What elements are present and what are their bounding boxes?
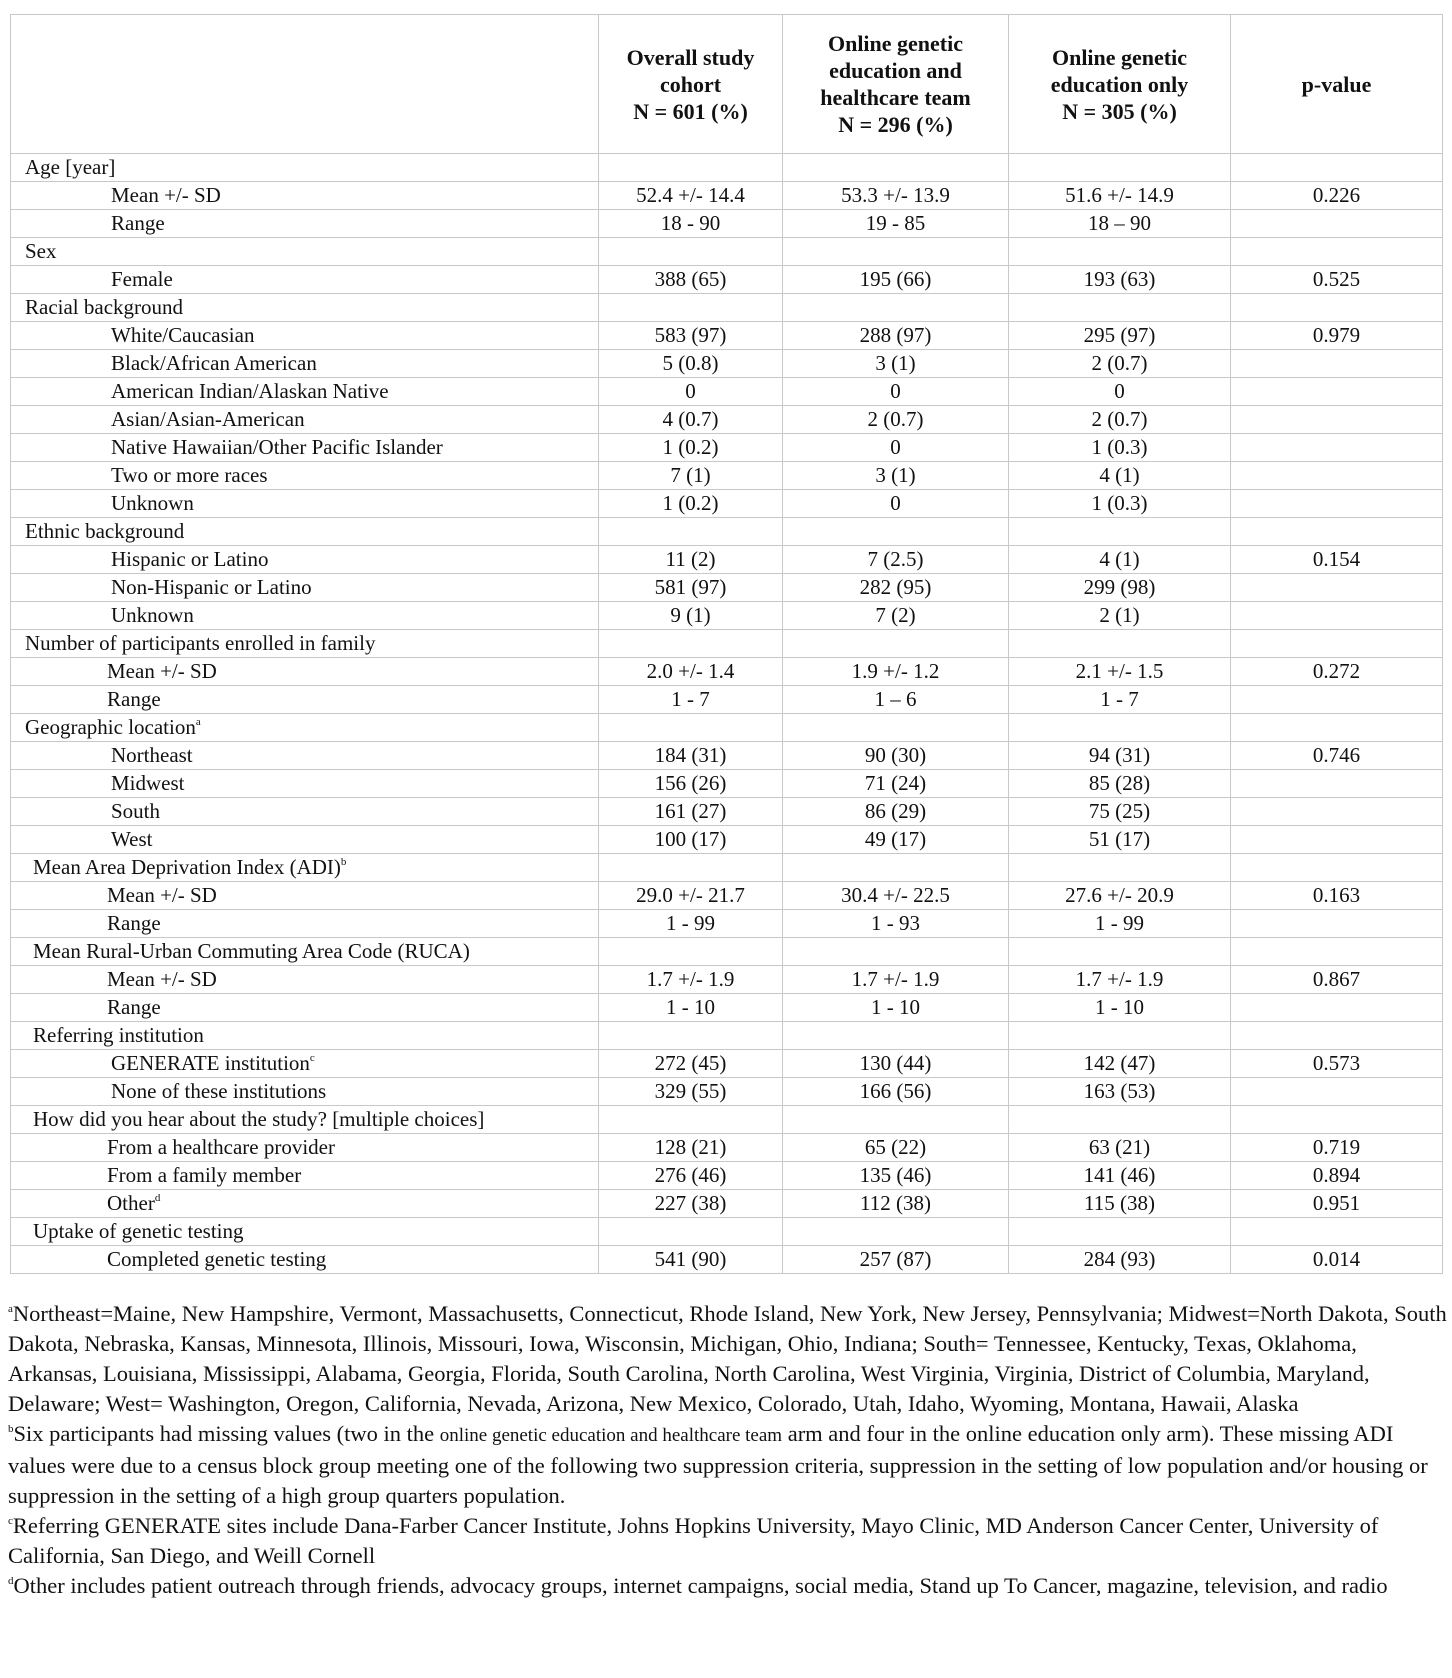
value-education-team [783, 294, 1009, 322]
row-label: Unknown [11, 490, 599, 518]
value-p: 0.951 [1231, 1190, 1443, 1218]
value-overall: 161 (27) [599, 798, 783, 826]
value-p [1231, 602, 1443, 630]
value-overall: 329 (55) [599, 1078, 783, 1106]
header-education-and-team: Online genetic education and healthcare team N = 296 (%) [783, 15, 1009, 154]
table-container [10, 14, 1442, 1274]
value-p [1231, 714, 1443, 742]
value-overall: 18 - 90 [599, 210, 783, 238]
value-p [1231, 1218, 1443, 1246]
value-overall: 7 (1) [599, 462, 783, 490]
value-overall: 184 (31) [599, 742, 783, 770]
value-education-only [1009, 630, 1231, 658]
value-p: 0.014 [1231, 1246, 1443, 1274]
value-education-team: 7 (2) [783, 602, 1009, 630]
value-p [1231, 1078, 1443, 1106]
value-p [1231, 938, 1443, 966]
value-education-team: 0 [783, 490, 1009, 518]
footnote-a: $^a$Northeast=Maine, New Hampshire, Vermont, Massachusetts, Connecticut, Rhode Island, New York, New Jersey, Pennsylvania; Midwest=North Dakota, South Dakota, Nebraska, Kansas, Minnesota, Illinois, Missouri, Iowa, Wisconsin, Michigan, Ohio, Indiana; South= Tennessee, Kentucky, Texas, Oklahoma, Arkansas, Louisiana, Mississippi, Alabama, Georgia, Florida, South Carolina, North Carolina, West Virginia, Virginia, District of Columbia, Maryland, Delaware; West= Washington, Oregon, California, Nevada, Arizona, New Mexico, Colorado, Utah, Idaho, Wyoming, Montana, Hawaii, Alaska [8, 1301, 1447, 1416]
table-row [11, 1050, 1443, 1078]
value-overall: 276 (46) [599, 1162, 783, 1190]
value-education-team: 257 (87) [783, 1246, 1009, 1274]
value-education-team: 53.3 +/- 13.9 [783, 182, 1009, 210]
value-p [1231, 434, 1443, 462]
value-education-team [783, 630, 1009, 658]
row-label: GENERATE institution$^c$ [11, 1050, 599, 1078]
value-education-only [1009, 1106, 1231, 1134]
value-education-team [783, 1106, 1009, 1134]
value-education-team: 2 (0.7) [783, 406, 1009, 434]
value-overall [599, 1218, 783, 1246]
value-education-team [783, 1022, 1009, 1050]
value-overall: 541 (90) [599, 1246, 783, 1274]
row-label: Midwest [11, 770, 599, 798]
table-row [11, 602, 1443, 630]
value-education-team: 86 (29) [783, 798, 1009, 826]
table-row [11, 210, 1443, 238]
value-education-team: 71 (24) [783, 770, 1009, 798]
value-overall [599, 1106, 783, 1134]
table-row [11, 742, 1443, 770]
table-row [11, 1078, 1443, 1106]
value-overall: 9 (1) [599, 602, 783, 630]
value-education-team: 0 [783, 378, 1009, 406]
value-p: 0.719 [1231, 1134, 1443, 1162]
header-p-value: p-value [1231, 15, 1443, 154]
value-education-team: 1 - 10 [783, 994, 1009, 1022]
table-row [11, 910, 1443, 938]
value-education-team [783, 854, 1009, 882]
value-education-only: 163 (53) [1009, 1078, 1231, 1106]
value-education-only: 2.1 +/- 1.5 [1009, 658, 1231, 686]
value-overall: 1 - 7 [599, 686, 783, 714]
value-overall [599, 714, 783, 742]
row-label: Mean +/- SD [11, 966, 599, 994]
table-row [11, 826, 1443, 854]
value-p [1231, 630, 1443, 658]
row-label: Unknown [11, 602, 599, 630]
value-education-team: 1.9 +/- 1.2 [783, 658, 1009, 686]
value-p [1231, 210, 1443, 238]
value-p: 0.163 [1231, 882, 1443, 910]
value-overall [599, 154, 783, 182]
cohort-characteristics-table [10, 14, 1443, 1274]
value-overall: 272 (45) [599, 1050, 783, 1078]
value-overall: 1 - 99 [599, 910, 783, 938]
value-p: 0.154 [1231, 546, 1443, 574]
row-label: Completed genetic testing [11, 1246, 599, 1274]
table-row [11, 490, 1443, 518]
value-education-team [783, 938, 1009, 966]
table-body [11, 154, 1443, 1274]
row-label: Range [11, 210, 599, 238]
value-education-only: 115 (38) [1009, 1190, 1231, 1218]
value-education-only [1009, 238, 1231, 266]
value-overall: 5 (0.8) [599, 350, 783, 378]
value-p [1231, 294, 1443, 322]
value-p [1231, 462, 1443, 490]
table-row [11, 1134, 1443, 1162]
value-education-team [783, 238, 1009, 266]
value-overall [599, 294, 783, 322]
value-overall [599, 938, 783, 966]
row-label: Range [11, 910, 599, 938]
value-education-only: 142 (47) [1009, 1050, 1231, 1078]
value-education-only: 284 (93) [1009, 1246, 1231, 1274]
group-label: Mean Rural-Urban Commuting Area Code (RUCA) [11, 938, 599, 966]
row-label: West [11, 826, 599, 854]
value-education-only: 299 (98) [1009, 574, 1231, 602]
value-education-only [1009, 294, 1231, 322]
table-row [11, 182, 1443, 210]
value-education-team: 30.4 +/- 22.5 [783, 882, 1009, 910]
value-overall: 583 (97) [599, 322, 783, 350]
value-overall: 11 (2) [599, 546, 783, 574]
table-group-row [11, 714, 1443, 742]
header-overall-cohort: Overall study cohort N = 601 (%) [599, 15, 783, 154]
value-education-only: 51 (17) [1009, 826, 1231, 854]
value-education-team: 130 (44) [783, 1050, 1009, 1078]
table-row [11, 546, 1443, 574]
group-label: Referring institution [11, 1022, 599, 1050]
value-overall: 1.7 +/- 1.9 [599, 966, 783, 994]
table-row [11, 322, 1443, 350]
row-label: South [11, 798, 599, 826]
value-overall [599, 1022, 783, 1050]
value-education-team [783, 518, 1009, 546]
footnote-d: $^d$Other includes patient outreach through friends, advocacy groups, internet campaigns, social media, Stand up To Cancer, magazine, television, and radio [8, 1573, 1388, 1598]
row-label: Northeast [11, 742, 599, 770]
value-p [1231, 518, 1443, 546]
row-label: Asian/Asian-American [11, 406, 599, 434]
row-label: Mean +/- SD [11, 658, 599, 686]
value-education-only: 4 (1) [1009, 462, 1231, 490]
value-p [1231, 910, 1443, 938]
value-overall: 227 (38) [599, 1190, 783, 1218]
table-group-row [11, 1022, 1443, 1050]
row-label: Hispanic or Latino [11, 546, 599, 574]
value-p [1231, 406, 1443, 434]
row-label: Native Hawaiian/Other Pacific Islander [11, 434, 599, 462]
value-education-only: 141 (46) [1009, 1162, 1231, 1190]
value-education-team: 288 (97) [783, 322, 1009, 350]
group-label: Mean Area Deprivation Index (ADI)$^b$ [11, 854, 599, 882]
value-overall: 1 (0.2) [599, 434, 783, 462]
table-row [11, 434, 1443, 462]
value-education-only: 1 - 10 [1009, 994, 1231, 1022]
table-group-row [11, 518, 1443, 546]
footnote-c: $^c$Referring GENERATE sites include Dana-Farber Cancer Institute, Johns Hopkins University, Mayo Clinic, MD Anderson Cancer Center, University of California, San Diego, and Weill Cornell [8, 1513, 1379, 1568]
value-overall [599, 238, 783, 266]
header-empty-cell [11, 15, 599, 154]
value-education-only: 1 (0.3) [1009, 490, 1231, 518]
value-p [1231, 826, 1443, 854]
value-p: 0.525 [1231, 266, 1443, 294]
value-education-team: 0 [783, 434, 1009, 462]
row-label: None of these institutions [11, 1078, 599, 1106]
value-overall [599, 630, 783, 658]
value-education-only: 75 (25) [1009, 798, 1231, 826]
value-education-team [783, 1218, 1009, 1246]
value-education-only: 193 (63) [1009, 266, 1231, 294]
value-overall: 581 (97) [599, 574, 783, 602]
value-education-team: 282 (95) [783, 574, 1009, 602]
value-education-only [1009, 518, 1231, 546]
table-row [11, 1246, 1443, 1274]
value-education-only [1009, 854, 1231, 882]
value-p [1231, 854, 1443, 882]
value-education-only: 1 - 7 [1009, 686, 1231, 714]
row-label: Range [11, 994, 599, 1022]
value-education-only: 0 [1009, 378, 1231, 406]
row-label: Non-Hispanic or Latino [11, 574, 599, 602]
value-education-only [1009, 154, 1231, 182]
value-education-team: 166 (56) [783, 1078, 1009, 1106]
group-label: Uptake of genetic testing [11, 1218, 599, 1246]
row-label: Mean +/- SD [11, 182, 599, 210]
table-group-row [11, 238, 1443, 266]
footnote-b: $^b$Six participants had missing values (two in the online genetic education and healthcare team arm and four in the online education only arm). These missing ADI values were due to a census block group meeting one of the following two suppression criteria, suppression in the setting of low population and/or housing or suppression in the setting of a high group quarters population. [8, 1421, 1428, 1508]
table-group-row [11, 294, 1443, 322]
row-label: Range [11, 686, 599, 714]
value-education-team: 1 - 93 [783, 910, 1009, 938]
table-row [11, 686, 1443, 714]
table-group-row [11, 630, 1443, 658]
value-education-only: 51.6 +/- 14.9 [1009, 182, 1231, 210]
value-p [1231, 686, 1443, 714]
value-overall: 52.4 +/- 14.4 [599, 182, 783, 210]
row-label: Female [11, 266, 599, 294]
value-education-only [1009, 714, 1231, 742]
value-education-only [1009, 1022, 1231, 1050]
value-overall: 1 (0.2) [599, 490, 783, 518]
table-row [11, 462, 1443, 490]
value-education-team: 90 (30) [783, 742, 1009, 770]
value-education-team: 1.7 +/- 1.9 [783, 966, 1009, 994]
value-p: 0.573 [1231, 1050, 1443, 1078]
value-education-team: 19 - 85 [783, 210, 1009, 238]
value-p: 0.894 [1231, 1162, 1443, 1190]
table-group-row [11, 1218, 1443, 1246]
table-row [11, 658, 1443, 686]
value-education-only [1009, 1218, 1231, 1246]
table-group-row [11, 154, 1443, 182]
value-education-team: 49 (17) [783, 826, 1009, 854]
table-row [11, 770, 1443, 798]
value-overall: 0 [599, 378, 783, 406]
value-p [1231, 238, 1443, 266]
value-p [1231, 350, 1443, 378]
value-education-only: 1.7 +/- 1.9 [1009, 966, 1231, 994]
group-label: How did you hear about the study? [multiple choices] [11, 1106, 599, 1134]
value-p: 0.867 [1231, 966, 1443, 994]
group-label: Age [year] [11, 154, 599, 182]
value-education-team: 195 (66) [783, 266, 1009, 294]
value-p [1231, 378, 1443, 406]
value-education-only [1009, 938, 1231, 966]
group-label: Geographic location$^a$ [11, 714, 599, 742]
row-label: Black/African American [11, 350, 599, 378]
value-overall: 388 (65) [599, 266, 783, 294]
value-overall: 4 (0.7) [599, 406, 783, 434]
value-education-only: 18 – 90 [1009, 210, 1231, 238]
row-label: From a healthcare provider [11, 1134, 599, 1162]
row-label: White/Caucasian [11, 322, 599, 350]
value-p [1231, 770, 1443, 798]
value-p [1231, 154, 1443, 182]
value-education-only: 63 (21) [1009, 1134, 1231, 1162]
value-education-team [783, 714, 1009, 742]
value-p [1231, 490, 1443, 518]
row-label: From a family member [11, 1162, 599, 1190]
row-label: Two or more races [11, 462, 599, 490]
value-p [1231, 574, 1443, 602]
value-education-only: 2 (1) [1009, 602, 1231, 630]
row-label: American Indian/Alaskan Native [11, 378, 599, 406]
row-label: Other$^d$ [11, 1190, 599, 1218]
table-row [11, 378, 1443, 406]
value-overall: 1 - 10 [599, 994, 783, 1022]
value-overall: 128 (21) [599, 1134, 783, 1162]
header-education-only: Online genetic education only N = 305 (%) [1009, 15, 1231, 154]
table-row [11, 1190, 1443, 1218]
value-education-only: 4 (1) [1009, 546, 1231, 574]
value-p [1231, 798, 1443, 826]
value-overall: 29.0 +/- 21.7 [599, 882, 783, 910]
value-education-only: 27.6 +/- 20.9 [1009, 882, 1231, 910]
table-group-row [11, 938, 1443, 966]
table-row [11, 798, 1443, 826]
group-label: Sex [11, 238, 599, 266]
value-education-team: 3 (1) [783, 462, 1009, 490]
group-label: Number of participants enrolled in family [11, 630, 599, 658]
value-education-only: 94 (31) [1009, 742, 1231, 770]
value-overall [599, 854, 783, 882]
group-label: Ethnic background [11, 518, 599, 546]
value-education-team: 3 (1) [783, 350, 1009, 378]
group-label: Racial background [11, 294, 599, 322]
value-education-team [783, 154, 1009, 182]
value-p: 0.979 [1231, 322, 1443, 350]
value-p: 0.272 [1231, 658, 1443, 686]
value-p [1231, 994, 1443, 1022]
value-p [1231, 1106, 1443, 1134]
value-education-only: 1 (0.3) [1009, 434, 1231, 462]
value-overall [599, 518, 783, 546]
table-row [11, 1162, 1443, 1190]
table-row [11, 966, 1443, 994]
value-overall: 156 (26) [599, 770, 783, 798]
table-group-row [11, 1106, 1443, 1134]
value-p: 0.746 [1231, 742, 1443, 770]
footnotes [8, 1299, 1448, 1601]
value-p: 0.226 [1231, 182, 1443, 210]
value-education-only: 2 (0.7) [1009, 406, 1231, 434]
value-education-only: 1 - 99 [1009, 910, 1231, 938]
table-group-row [11, 854, 1443, 882]
table-row [11, 994, 1443, 1022]
value-overall: 100 (17) [599, 826, 783, 854]
table-row [11, 266, 1443, 294]
value-education-team: 135 (46) [783, 1162, 1009, 1190]
value-education-team: 1 – 6 [783, 686, 1009, 714]
value-education-only: 295 (97) [1009, 322, 1231, 350]
value-overall: 2.0 +/- 1.4 [599, 658, 783, 686]
row-label: Mean +/- SD [11, 882, 599, 910]
table-row [11, 406, 1443, 434]
value-education-team: 7 (2.5) [783, 546, 1009, 574]
table-row [11, 882, 1443, 910]
value-education-only: 2 (0.7) [1009, 350, 1231, 378]
table-row [11, 574, 1443, 602]
value-p [1231, 1022, 1443, 1050]
table-row [11, 350, 1443, 378]
value-education-team: 65 (22) [783, 1134, 1009, 1162]
value-education-team: 112 (38) [783, 1190, 1009, 1218]
header-row [11, 15, 1443, 154]
value-education-only: 85 (28) [1009, 770, 1231, 798]
